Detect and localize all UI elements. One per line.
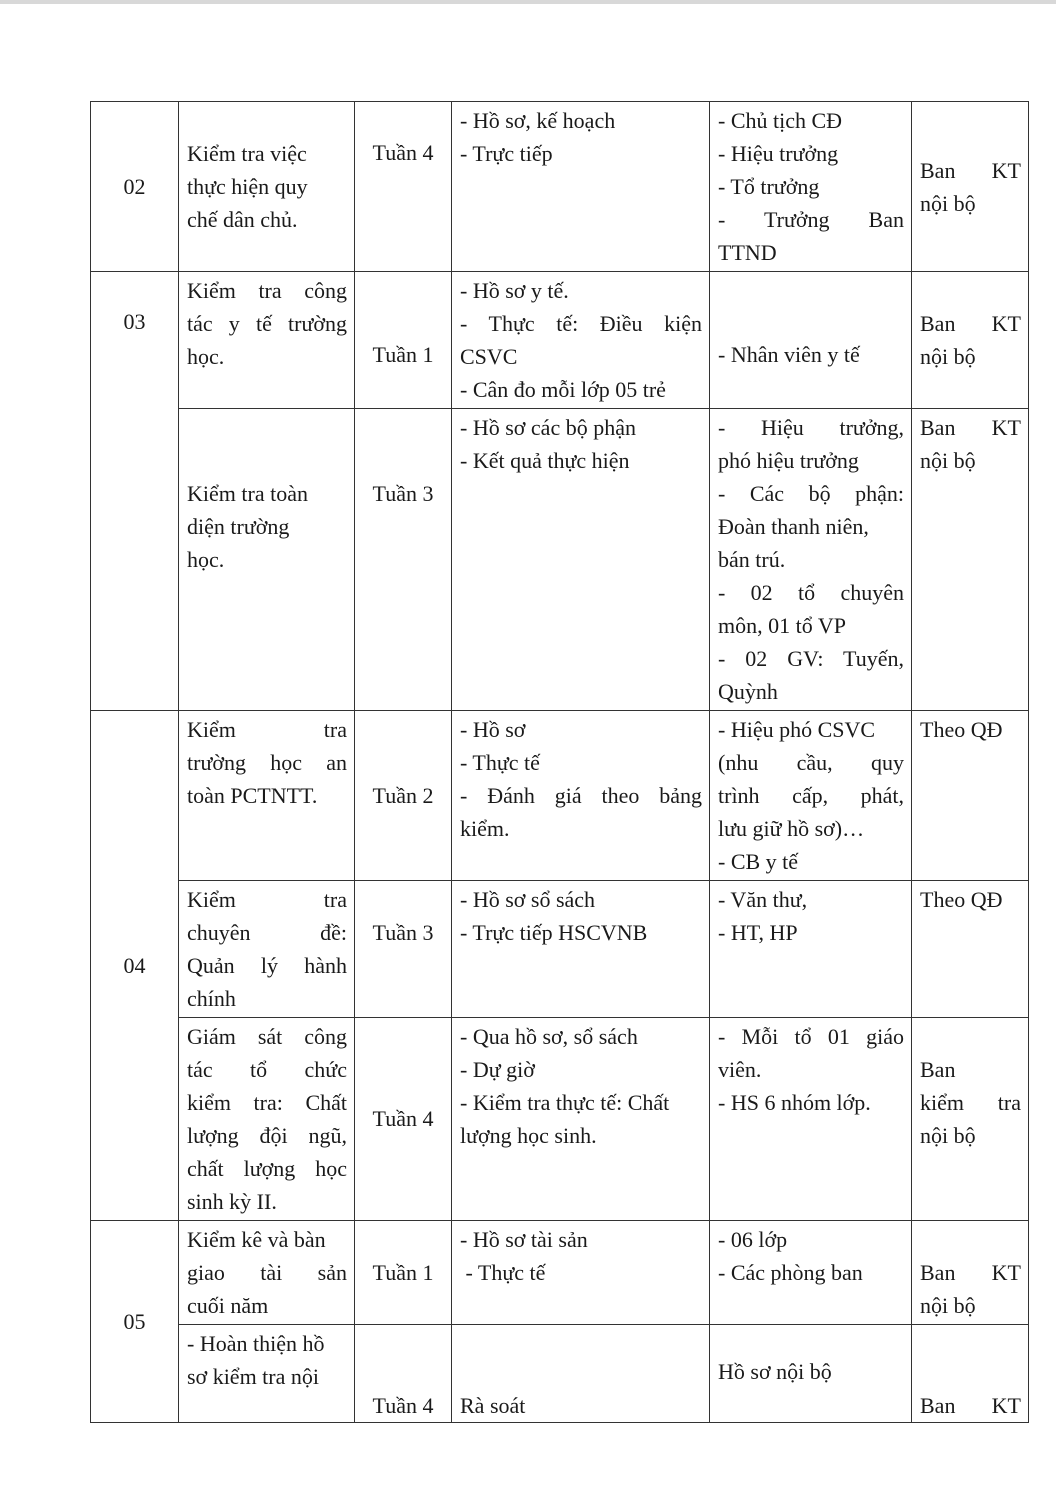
content-line: - Hoàn thiện hồ: [187, 1331, 325, 1356]
content-line: chuyên đề:: [187, 920, 347, 945]
table-row: [91, 1221, 1029, 1325]
content-line: chất lượng học: [187, 1156, 347, 1181]
inspection-plan-table: [90, 101, 1029, 1423]
row-number: 02: [91, 102, 179, 272]
method-line: - Dự giờ: [460, 1057, 535, 1082]
target-line: - CB y tế: [718, 849, 799, 874]
content-line: học.: [187, 547, 225, 572]
content-line: tác tổ chức: [187, 1057, 347, 1082]
content-line: học.: [187, 344, 225, 369]
content-line: chế dân chủ.: [187, 207, 298, 232]
inspection-content: [179, 1018, 355, 1221]
method-line: - Hồ sơ: [460, 717, 526, 742]
target-line: (nhu cầu, quy: [718, 750, 904, 775]
row-number: 04: [91, 711, 179, 1221]
content-line: Kiểm tra: [187, 887, 347, 912]
week-cell: Tuần 3: [355, 409, 452, 711]
inspection-content: [179, 711, 355, 881]
target-cell: [710, 1018, 912, 1221]
method-line: - Hồ sơ sổ sách: [460, 887, 596, 912]
table-row: [91, 711, 1029, 881]
row-number: 05: [91, 1221, 179, 1423]
responsible-line: Theo QĐ: [920, 717, 1003, 742]
method-line: - Kết quả thực hiện: [460, 448, 630, 473]
content-line: Kiểm tra công: [187, 278, 347, 303]
content-line: giao tài sản: [187, 1260, 347, 1285]
responsible-line: nội bộ: [920, 190, 976, 216]
content-line: Kiểm kê và bàn: [187, 1227, 326, 1252]
content-line: Giám sát công: [187, 1024, 347, 1049]
target-line: Quỳnh: [718, 679, 778, 704]
target-line: lưu giữ hồ sơ)…: [718, 816, 865, 841]
method-line: - Kiểm tra thực tế: Chất: [460, 1090, 670, 1115]
week-cell: Tuần 1: [355, 1221, 452, 1325]
target-line: - Nhân viên y tế: [718, 342, 860, 367]
method-line: - Hồ sơ y tế.: [460, 278, 569, 303]
method-line: - Hồ sơ, kế hoạch: [460, 108, 616, 133]
page-top-edge: [0, 0, 1056, 4]
week-cell: Tuần 1: [355, 272, 452, 409]
content-line: Kiểm tra việc: [187, 141, 307, 166]
target-line: - Các bộ phận:: [718, 481, 904, 506]
target-line: - HT, HP: [718, 920, 798, 945]
content-line: toàn PCTNTT.: [187, 783, 318, 808]
responsible-cell: [912, 1221, 1029, 1325]
method-line: lượng học sinh.: [460, 1123, 597, 1148]
method-cell: [452, 711, 710, 881]
target-line: - 02 tổ chuyên: [718, 580, 904, 605]
content-line: cuối năm: [187, 1293, 269, 1318]
target-line: - Chủ tịch CĐ: [718, 108, 843, 133]
responsible-line: Theo QĐ: [920, 887, 1003, 912]
responsible-line: nội bộ: [920, 1123, 976, 1148]
inspection-content: [179, 409, 355, 711]
target-cell: [710, 1325, 912, 1423]
target-line: Đoàn thanh niên,: [718, 514, 869, 539]
responsible-line: kiểm tra: [920, 1090, 1021, 1115]
method-line: Rà soát: [460, 1393, 526, 1418]
target-line: trình cấp, phát,: [718, 783, 904, 808]
target-line: môn, 01 tổ VP: [718, 613, 846, 638]
table-row: [91, 272, 1029, 409]
method-line: - Hồ sơ tài sản: [460, 1227, 588, 1252]
week-cell: Tuần 4: [355, 1018, 452, 1221]
method-line: CSVC: [460, 344, 518, 369]
week-cell: Tuần 2: [355, 711, 452, 881]
target-line: - 06 lớp: [718, 1227, 788, 1252]
method-line: - Đánh giá theo bảng: [460, 783, 702, 808]
target-line: - 02 GV: Tuyến,: [718, 646, 904, 671]
target-cell: [710, 881, 912, 1018]
responsible-line: Ban KT: [920, 311, 1021, 336]
responsible-line: Ban KT: [920, 1260, 1021, 1285]
inspection-content: [179, 102, 355, 272]
method-cell: [452, 1325, 710, 1423]
content-line: kiểm tra: Chất: [187, 1090, 347, 1115]
content-line: thực hiện quy: [187, 174, 308, 199]
method-cell: [452, 881, 710, 1018]
method-line: - Qua hồ sơ, sổ sách: [460, 1024, 638, 1049]
method-cell: [452, 272, 710, 409]
method-line: - Trực tiếp HSCVNB: [460, 920, 648, 945]
responsible-line: nội bộ: [920, 448, 976, 473]
content-line: trường học an: [187, 750, 347, 775]
target-line: - Tổ trưởng: [718, 174, 820, 199]
inspection-content: [179, 881, 355, 1018]
responsible-line: nội bộ: [920, 344, 976, 369]
content-line: diện trường: [187, 514, 290, 539]
content-line: sơ kiểm tra nội: [187, 1364, 319, 1389]
responsible-line: Ban: [920, 1057, 956, 1082]
inspection-content: [179, 1221, 355, 1325]
method-line: - Cân đo mỗi lớp 05 trẻ: [460, 377, 666, 402]
method-line: - Thực tế: [460, 1260, 546, 1285]
target-line: - Hiệu trưởng: [718, 141, 839, 166]
target-line: viên.: [718, 1057, 762, 1082]
table-row: [91, 409, 1029, 711]
table-row: [91, 881, 1029, 1018]
method-line: - Thực tế: [460, 750, 540, 775]
target-cell: [710, 711, 912, 881]
target-line: bán trú.: [718, 547, 786, 572]
method-line: - Thực tế: Điều kiện: [460, 311, 702, 336]
content-line: lượng đội ngũ,: [187, 1123, 347, 1148]
target-line: - Văn thư,: [718, 887, 808, 912]
responsible-cell: [912, 102, 1029, 272]
target-cell: [710, 409, 912, 711]
content-line: Kiểm tra: [187, 717, 347, 742]
responsible-line: Ban KT: [920, 157, 1021, 183]
method-line: - Hồ sơ các bộ phận: [460, 415, 636, 440]
target-line: - Hiệu trưởng,: [718, 415, 904, 440]
table-row: [91, 1325, 1029, 1423]
week-cell: Tuần 3: [355, 881, 452, 1018]
content-line: sinh kỳ II.: [187, 1189, 277, 1214]
week-cell: Tuần 4: [355, 102, 452, 272]
method-line: kiểm.: [460, 816, 510, 841]
content-line: tác y tế trường: [187, 311, 347, 336]
target-cell: [710, 272, 912, 409]
responsible-cell: [912, 1325, 1029, 1423]
target-line: - HS 6 nhóm lớp.: [718, 1090, 871, 1115]
target-line: - Mỗi tổ 01 giáo: [718, 1024, 904, 1049]
table-row: [91, 102, 1029, 272]
target-line: TTND: [718, 240, 777, 265]
target-line: - Hiệu phó CSVC: [718, 717, 876, 742]
target-cell: [710, 1221, 912, 1325]
row-number: 03: [91, 272, 179, 711]
responsible-cell: [912, 409, 1029, 711]
method-cell: [452, 102, 710, 272]
target-cell: [710, 102, 912, 272]
table-row: [91, 1018, 1029, 1221]
target-line: Hồ sơ nội bộ: [718, 1359, 832, 1384]
inspection-content: [179, 1325, 355, 1423]
responsible-line: Ban KT: [920, 1393, 1021, 1418]
content-line: Kiểm tra toàn: [187, 481, 308, 506]
inspection-content: [179, 272, 355, 409]
content-line: Quản lý hành: [187, 953, 347, 978]
responsible-cell: [912, 1018, 1029, 1221]
method-cell: [452, 1221, 710, 1325]
target-line: phó hiệu trưởng: [718, 448, 859, 473]
method-line: - Trực tiếp: [460, 141, 553, 166]
responsible-line: Ban KT: [920, 415, 1021, 440]
responsible-cell: [912, 881, 1029, 1018]
responsible-line: nội bộ: [920, 1293, 976, 1318]
responsible-cell: [912, 711, 1029, 881]
method-cell: [452, 1018, 710, 1221]
target-line: - Trưởng Ban: [718, 207, 904, 232]
responsible-cell: [912, 272, 1029, 409]
week-cell: Tuần 4: [355, 1325, 452, 1423]
target-line: - Các phòng ban: [718, 1260, 863, 1285]
content-line: chính: [187, 986, 236, 1011]
method-cell: [452, 409, 710, 711]
